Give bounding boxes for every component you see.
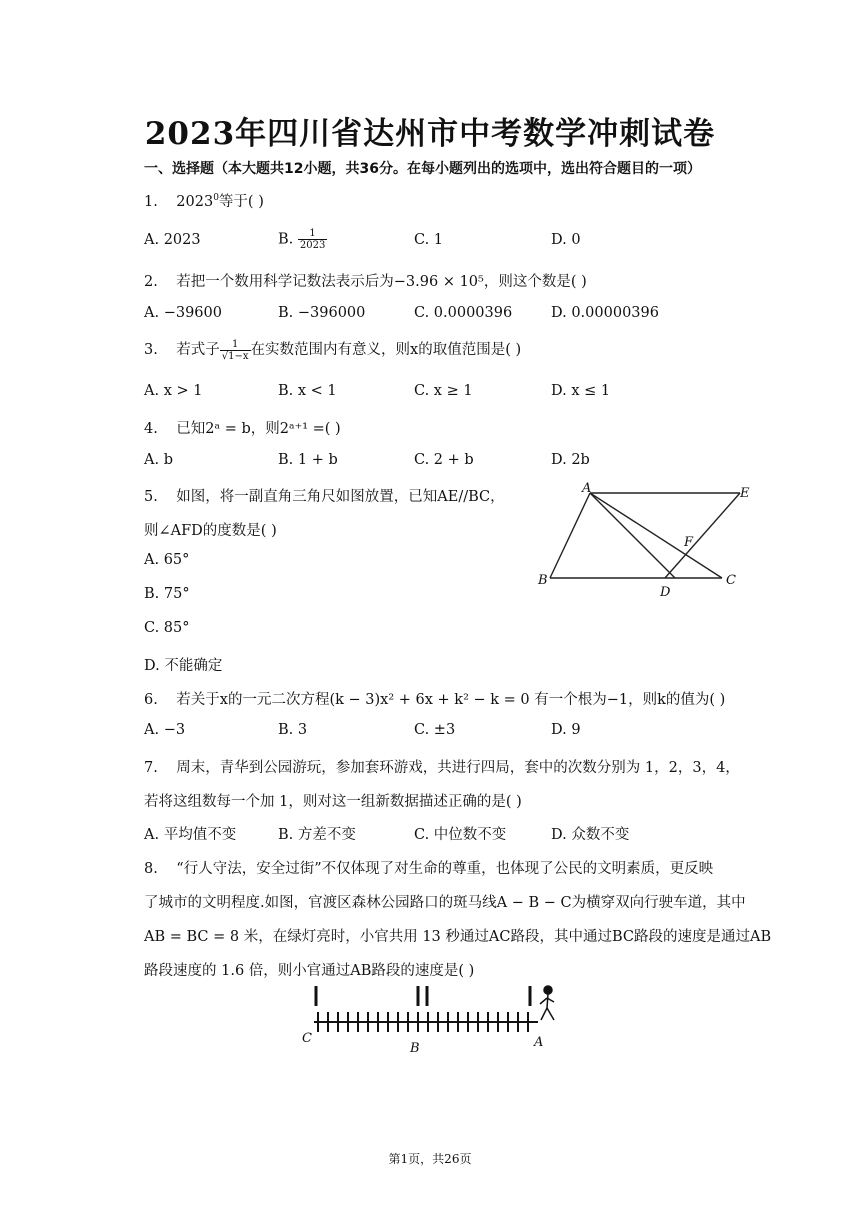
question-text: 等于( )	[218, 194, 264, 210]
question-5-line-2: 则∠AFD的度数是( )	[144, 523, 277, 539]
question-8	[144, 857, 713, 878]
label-c: C	[726, 573, 736, 588]
label-e: E	[740, 486, 750, 501]
line-ab	[550, 493, 590, 578]
option-c: C. x ≥ 1	[414, 383, 473, 399]
numerator: 1	[298, 228, 327, 240]
option-c: C. 85°	[144, 620, 190, 636]
question-text: 2023	[176, 194, 214, 210]
pedestrian-icon	[540, 986, 554, 1020]
question-number: 5.	[144, 489, 158, 505]
question-text: 在实数范围内有意义，则x的取值范围是( )	[250, 342, 522, 358]
question-8-line-3: AB = BC = 8 米，在绿灯亮时，小官共用 13 秒通过AC路段，其中通过BC路段的速度是通过AB	[144, 929, 772, 945]
question-2	[144, 270, 587, 291]
option-a: A. 平均值不变	[144, 827, 237, 843]
fraction	[298, 228, 327, 251]
crosswalk-figure	[298, 982, 568, 1058]
option-d: D. 0.00000396	[551, 305, 659, 321]
question-8-line-4: 路段速度的 1.6 倍，则小官通过AB路段的速度是( )	[144, 963, 475, 979]
label-a: A	[534, 1035, 544, 1050]
option-d: D. 9	[551, 722, 581, 738]
question-number: 3.	[144, 342, 158, 358]
question-number: 1.	[144, 194, 158, 210]
denominator: 2023	[299, 240, 326, 251]
superscript: 0	[213, 193, 219, 204]
question-text: 周末，青华到公园游玩，参加套环游戏，共进行四局，套中的次数分别为 1，2，3，4，	[176, 760, 740, 776]
option-a: A. −39600	[144, 305, 222, 321]
option-a: A. 65°	[144, 552, 190, 568]
question-5	[144, 485, 505, 506]
label-f: F	[684, 535, 694, 550]
label-b: B	[538, 573, 548, 588]
question-text: 已知2ᵃ = b，则2ᵃ⁺¹ =( )	[176, 421, 341, 437]
option-c: C. 1	[414, 232, 444, 248]
option-b: B. 方差不变	[278, 827, 356, 843]
page-title: 2023年四川省达州市中考数学冲刺试卷	[144, 116, 716, 152]
option-d: D. 不能确定	[144, 658, 223, 674]
question-number: 4.	[144, 421, 158, 437]
option-d: D. 2b	[551, 452, 590, 468]
option-label: B.	[278, 231, 298, 248]
option-b: B. x < 1	[278, 383, 337, 399]
line-ad	[590, 493, 675, 578]
option-a: A. b	[144, 452, 173, 468]
question-text: 若关于x的一元二次方程(k − 3)x² + 6x + k² − k = 0 有一个根为−1，则k的值为( )	[176, 692, 726, 708]
option-c: C. 2 + b	[414, 452, 474, 468]
option-b	[278, 228, 327, 251]
page-footer: 第1页，共26页	[388, 1152, 472, 1166]
question-text: 若式子	[176, 342, 220, 358]
option-a: A. 2023	[144, 232, 201, 248]
label-c: C	[302, 1031, 312, 1046]
numerator: 1	[220, 339, 251, 351]
question-number: 2.	[144, 274, 158, 290]
option-b: B. 3	[278, 722, 308, 738]
question-text: “行人守法，安全过街”不仅体现了对生命的尊重，也体现了公民的文明素质，更反映	[176, 861, 714, 877]
question-number: 7.	[144, 760, 158, 776]
option-a: A. −3	[144, 722, 186, 738]
question-text: 如图，将一副直角三角尺如图放置，已知AE//BC，	[176, 489, 505, 505]
option-b: B. 75°	[144, 586, 190, 602]
question-number: 6.	[144, 692, 158, 708]
option-b: B. −396000	[278, 305, 366, 321]
label-a: A	[582, 481, 592, 496]
question-3	[144, 338, 521, 362]
question-7-line-2: 若将这组数每一个加 1，则对这一组新数据描述正确的是( )	[144, 794, 522, 810]
option-c: C. ±3	[414, 722, 456, 738]
question-text: 若把一个数用科学记数法表示后为−3.96 × 10⁵，则这个数是( )	[176, 274, 587, 290]
fraction	[220, 339, 251, 362]
option-b: B. 1 + b	[278, 452, 338, 468]
triangle-figure	[530, 478, 760, 604]
label-b: B	[410, 1041, 420, 1056]
option-a: A. x > 1	[144, 383, 203, 399]
section-header: 一、选择题（本大题共12小题，共36分。在每小题列出的选项中，选出符合题目的一项）	[144, 161, 701, 177]
question-7	[144, 756, 740, 777]
question-6	[144, 688, 725, 709]
question-1	[144, 190, 264, 211]
option-d: D. x ≤ 1	[551, 383, 611, 399]
question-4	[144, 417, 341, 438]
question-number: 8.	[144, 861, 158, 877]
label-d: D	[660, 585, 671, 600]
option-c: C. 中位数不变	[414, 827, 507, 843]
question-8-line-2: 了城市的文明程度.如图，官渡区森林公园路口的斑马线A − B − C为横穿双向行驶车道，其中	[144, 895, 746, 911]
option-d: D. 众数不变	[551, 827, 630, 843]
option-d: D. 0	[551, 232, 581, 248]
option-c: C. 0.0000396	[414, 305, 513, 321]
denominator: √1−x	[221, 350, 249, 362]
